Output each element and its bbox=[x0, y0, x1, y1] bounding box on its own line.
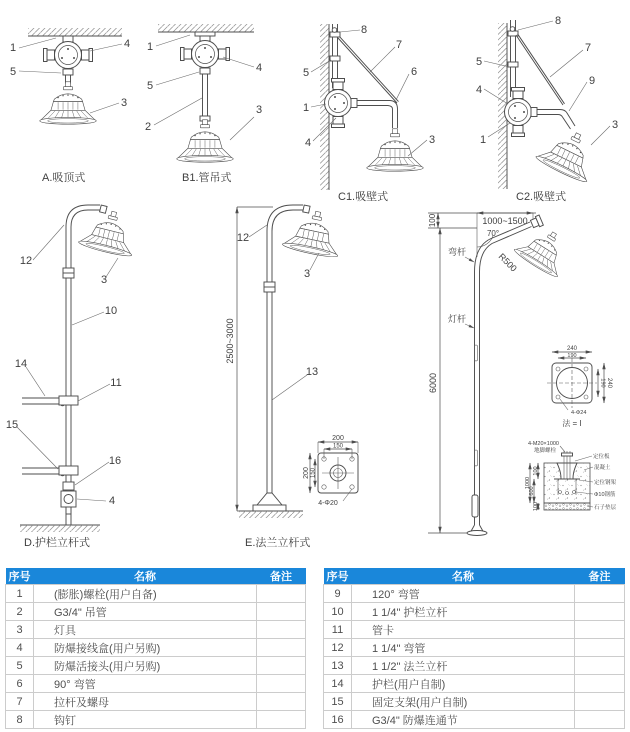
parts-table-left bbox=[5, 568, 306, 729]
lamp-fixture bbox=[535, 122, 604, 185]
pipe-clamp bbox=[59, 396, 78, 405]
callout-number: 13 bbox=[305, 366, 319, 378]
cell-no: 9 bbox=[324, 585, 352, 603]
ground-hatch bbox=[20, 525, 100, 532]
cell-no: 2 bbox=[6, 603, 34, 621]
callout-number: 5 bbox=[9, 66, 17, 78]
cell-no: 1 bbox=[6, 585, 34, 603]
table-header-row bbox=[6, 568, 306, 585]
cell-name: 管卡 bbox=[352, 621, 575, 639]
callout-number: 7 bbox=[584, 42, 592, 54]
col-header-no: 序号 bbox=[324, 568, 352, 585]
col-header-note: 备注 bbox=[575, 568, 625, 585]
cell-no: 5 bbox=[6, 657, 34, 675]
callout-number: 3 bbox=[255, 104, 263, 116]
table-row bbox=[324, 603, 625, 621]
cell-note bbox=[575, 711, 625, 729]
hook-pin bbox=[510, 27, 515, 32]
diagram-caption: C1.吸壁式 bbox=[338, 191, 389, 203]
table-row bbox=[324, 639, 625, 657]
callout-number: 12 bbox=[236, 232, 250, 244]
ceiling-hatch bbox=[158, 24, 254, 32]
callout-number: 7 bbox=[395, 39, 403, 51]
cell-name: 灯具 bbox=[34, 621, 257, 639]
diagram-c1-wall-mount bbox=[298, 4, 460, 206]
col-header-name: 名称 bbox=[352, 568, 575, 585]
cell-note bbox=[257, 639, 306, 657]
bend-pole-label: 弯杆 bbox=[447, 247, 467, 257]
callout-number: 5 bbox=[475, 56, 483, 68]
hole-spec-label: 4-Φ20 bbox=[318, 500, 338, 507]
callout-number: 4 bbox=[475, 84, 483, 96]
dim-label: 240 bbox=[566, 346, 578, 352]
table-row bbox=[6, 585, 306, 603]
cell-note bbox=[575, 639, 625, 657]
table-row bbox=[6, 675, 306, 693]
callout-number: 10 bbox=[104, 305, 118, 317]
callout-number: 4 bbox=[108, 495, 116, 507]
callout-number: 3 bbox=[100, 274, 108, 286]
cell-name: 1 1/2" 法兰立杆 bbox=[352, 657, 575, 675]
diagram-d-guardrail-pole bbox=[0, 195, 220, 563]
dim-label: 240 bbox=[606, 377, 612, 389]
cell-name: 90° 弯管 bbox=[34, 675, 257, 693]
cell-note bbox=[257, 711, 306, 729]
table-row bbox=[324, 711, 625, 729]
callout-number: 12 bbox=[19, 255, 33, 267]
dim-label: 200 bbox=[332, 435, 344, 442]
height-dimension: 2500~3000 bbox=[225, 318, 235, 364]
cushion-label: 石子垫层 bbox=[594, 505, 617, 511]
callout-number: 4 bbox=[255, 62, 263, 74]
dim-label: 190 bbox=[567, 353, 577, 359]
table-row bbox=[6, 693, 306, 711]
base-plate-detail bbox=[303, 435, 358, 507]
hook-pin bbox=[332, 28, 337, 33]
frame-label: 定位钢架 bbox=[594, 480, 617, 486]
lamp-fixture bbox=[177, 120, 233, 162]
dim-label: 1000 bbox=[525, 476, 531, 490]
callout-number: 1 bbox=[479, 134, 487, 146]
callout-number: 3 bbox=[120, 97, 128, 109]
callout-number: 16 bbox=[108, 455, 122, 467]
cell-name: 防爆活接头(用户另购) bbox=[34, 657, 257, 675]
rebar-label: Φ10钢筋 bbox=[594, 492, 616, 498]
cell-note bbox=[257, 657, 306, 675]
lamp-fixture bbox=[40, 82, 96, 124]
table-row bbox=[324, 675, 625, 693]
callout-number: 8 bbox=[554, 15, 562, 27]
col-header-note: 备注 bbox=[257, 568, 306, 585]
cell-note bbox=[575, 621, 625, 639]
junction-box bbox=[505, 88, 532, 137]
base-plate bbox=[253, 505, 286, 511]
callout-number: 2 bbox=[144, 121, 152, 133]
cell-no: 15 bbox=[324, 693, 352, 711]
pipe-clamp bbox=[59, 466, 78, 475]
table-header-row bbox=[324, 568, 625, 585]
cell-no: 6 bbox=[6, 675, 34, 693]
cell-note bbox=[575, 675, 625, 693]
cell-name: G3/4" 吊管 bbox=[34, 603, 257, 621]
cell-name: 防爆接线盒(用户另购) bbox=[34, 639, 257, 657]
dim-label: 100 bbox=[533, 466, 539, 476]
dim-label: 200 bbox=[303, 467, 310, 479]
cell-name: 钩钉 bbox=[34, 711, 257, 729]
diagram-caption: C2.吸壁式 bbox=[516, 191, 567, 203]
lamp-fixture bbox=[282, 206, 346, 259]
cell-note bbox=[257, 693, 306, 711]
lamp-fixture bbox=[513, 220, 577, 280]
cell-name: 1 1/4" 弯管 bbox=[352, 639, 575, 657]
dim-label: 190 bbox=[599, 378, 606, 388]
cell-note bbox=[575, 657, 625, 675]
diagram-caption: A.吸顶式 bbox=[42, 172, 86, 184]
callout-number: 14 bbox=[14, 358, 28, 370]
cell-no: 12 bbox=[324, 639, 352, 657]
radius-label: R500 bbox=[496, 251, 519, 274]
callout-number: 9 bbox=[588, 75, 596, 87]
cell-no: 16 bbox=[324, 711, 352, 729]
cell-note bbox=[257, 675, 306, 693]
plate-label: 定位板 bbox=[593, 454, 610, 460]
cell-note bbox=[257, 621, 306, 639]
table-row bbox=[324, 585, 625, 603]
lamp-fixture bbox=[78, 205, 141, 258]
diagram-caption: E.法兰立杆式 bbox=[245, 537, 311, 549]
diagram-a-ceiling-mount bbox=[2, 16, 148, 192]
cell-name: 120° 弯管 bbox=[352, 585, 575, 603]
callout-number: 6 bbox=[410, 66, 418, 78]
dim-label: 150 bbox=[332, 443, 344, 450]
concrete-label: 混凝土 bbox=[594, 465, 611, 471]
ground-hatch bbox=[239, 511, 303, 518]
anchor-bolt-label: 地脚螺栓 bbox=[533, 448, 556, 454]
table-row bbox=[324, 693, 625, 711]
base-gussets bbox=[257, 493, 282, 505]
callout-number: 1 bbox=[146, 41, 154, 53]
cell-note bbox=[257, 603, 306, 621]
hole-spec-label: 4-Φ24 bbox=[571, 410, 587, 416]
callout-number: 3 bbox=[611, 119, 619, 131]
dim-label: 600 bbox=[529, 486, 535, 496]
detail-caption: 法 = I bbox=[562, 419, 582, 428]
parts-table-right bbox=[323, 568, 625, 729]
cell-no: 11 bbox=[324, 621, 352, 639]
junction-box bbox=[181, 41, 230, 68]
foundation-detail bbox=[525, 441, 617, 511]
col-header-name: 名称 bbox=[34, 568, 257, 585]
cell-name: 固定支架(用户自制) bbox=[352, 693, 575, 711]
diagram-caption: B1.管吊式 bbox=[182, 172, 232, 184]
cell-no: 13 bbox=[324, 657, 352, 675]
diagram-street-pole bbox=[408, 195, 630, 567]
cell-name: 护栏(用户自制) bbox=[352, 675, 575, 693]
cell-no: 7 bbox=[6, 693, 34, 711]
callout-number: 11 bbox=[110, 377, 122, 389]
callout-number: 3 bbox=[303, 268, 311, 280]
callout-number: 4 bbox=[123, 38, 131, 50]
lamp-pole-label: 灯杆 bbox=[447, 314, 467, 324]
pole-flange-detail bbox=[547, 346, 612, 428]
dim-label: 1000~1500 bbox=[482, 216, 528, 226]
callout-number: 15 bbox=[5, 419, 19, 431]
table-row bbox=[6, 639, 306, 657]
cell-name: 1 1/4" 护栏立杆 bbox=[352, 603, 575, 621]
cell-note bbox=[257, 585, 306, 603]
callout-number: 4 bbox=[304, 137, 312, 149]
callout-number: 5 bbox=[146, 80, 154, 92]
callout-number: 1 bbox=[9, 42, 17, 54]
table-row bbox=[324, 657, 625, 675]
table-row bbox=[324, 621, 625, 639]
cell-no: 4 bbox=[6, 639, 34, 657]
cell-name: (膨胀)螺栓(用户自备) bbox=[34, 585, 257, 603]
union-fitting bbox=[63, 482, 74, 490]
cell-no: 8 bbox=[6, 711, 34, 729]
anchor-bolt-spec: 4-M20×1000 bbox=[527, 441, 559, 447]
col-header-no: 序号 bbox=[6, 568, 34, 585]
table-row bbox=[6, 657, 306, 675]
cell-name: 拉杆及螺母 bbox=[34, 693, 257, 711]
cell-no: 3 bbox=[6, 621, 34, 639]
cell-no: 10 bbox=[324, 603, 352, 621]
cell-note bbox=[575, 585, 625, 603]
callout-number: 5 bbox=[302, 67, 310, 79]
table-row bbox=[6, 603, 306, 621]
cell-note bbox=[575, 693, 625, 711]
diagram-e-flange-pole bbox=[215, 195, 420, 563]
diagram-b1-pipe-hung bbox=[140, 10, 306, 196]
ceiling-hatch bbox=[28, 28, 122, 36]
dim-label: 150 bbox=[310, 467, 317, 479]
diagram-c2-wall-mount bbox=[468, 4, 630, 206]
cell-name: G3/4" 防爆连通节 bbox=[352, 711, 575, 729]
callout-number: 3 bbox=[428, 134, 436, 146]
cell-note bbox=[575, 603, 625, 621]
junction-box bbox=[44, 42, 93, 69]
table-row bbox=[6, 621, 306, 639]
cell-no: 14 bbox=[324, 675, 352, 693]
dim-label: 100 bbox=[428, 213, 437, 228]
pole-access-door bbox=[472, 495, 478, 517]
height-dimension: 6000 bbox=[428, 372, 438, 394]
callout-number: 8 bbox=[360, 24, 368, 36]
angle-label: 70° bbox=[486, 229, 500, 238]
dim-label: 100 bbox=[533, 501, 539, 512]
table-row bbox=[6, 711, 306, 729]
callout-number: 1 bbox=[302, 102, 310, 114]
diagram-caption: D.护栏立杆式 bbox=[24, 537, 90, 549]
